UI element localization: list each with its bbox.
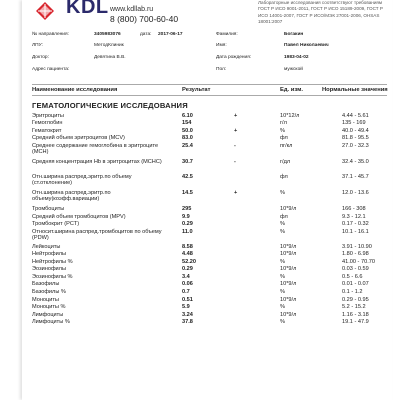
result-value: 3.24 [182, 312, 193, 318]
date-label: дата: [140, 32, 152, 37]
result-unit: 10*9/л [280, 266, 297, 272]
result-reference: 0.03 - 0.59 [342, 266, 369, 272]
result-name: Моноциты [32, 297, 59, 303]
lab-report-page [22, 0, 392, 400]
result-name: Отн.ширина распред.эритр.по объему(коэфф.вариации) [32, 190, 111, 203]
result-value: 6.10 [182, 113, 193, 119]
result-unit: 10*9/л [280, 206, 297, 212]
result-reference: 27.0 - 32.3 [342, 143, 369, 149]
result-name: Тромбокрит (PCT) [32, 221, 80, 227]
result-value: 30.7 [182, 159, 193, 165]
result-name: Гемоглобин [32, 120, 63, 126]
surname-value: Богакин [284, 32, 304, 37]
result-reference: 0.5 - 6.6 [342, 274, 363, 280]
dob-value: 1983-04-02 [284, 55, 309, 60]
result-unit: % [280, 221, 285, 227]
result-name: Эозинофилы % [32, 274, 73, 280]
result-name: Лейкоциты [32, 244, 61, 250]
result-value: 0.7 [182, 289, 190, 295]
result-reference: 12.0 - 13.6 [342, 190, 369, 196]
result-value: 50.0 [182, 128, 193, 134]
header-top-rule [32, 84, 387, 85]
result-unit: % [280, 229, 285, 235]
name-value: Павел Николаевич [284, 43, 329, 48]
result-unit: % [280, 304, 285, 310]
result-value: 52.20 [182, 259, 196, 265]
result-reference: 0.29 - 0.95 [342, 297, 369, 303]
result-reference: 0.1 - 1.2 [342, 289, 363, 295]
result-value: 83.0 [182, 135, 193, 141]
result-flag: - [234, 159, 236, 165]
certification-text: Лабораторные исследования соответствуют требованиям ГОСТ Р ИСО 9001-2011, ГОСТ Р ИСО 15189-2009, ГОСТ Р ИСО 14001-2007, ГОСТ Р ИСО/МЭК 27001-2006, OHSAS 18001:2007 [258, 0, 383, 25]
result-unit: фл [280, 214, 288, 220]
result-unit: % [280, 289, 285, 295]
result-value: 295 [182, 206, 192, 212]
result-unit: фл [280, 135, 288, 141]
col-header-unit: Ед. изм. [280, 87, 303, 93]
result-reference: 9.3 - 12.1 [342, 214, 366, 220]
result-value: 4.48 [182, 251, 193, 257]
result-reference: 19.1 - 47.9 [342, 319, 369, 325]
result-name: Относит.ширина распред.тромбоцитов по объему (PDW) [32, 229, 162, 242]
result-unit: 10*12/л [280, 113, 300, 119]
result-value: 42.5 [182, 174, 193, 180]
result-name: Среднее содержание гемоглобина в эритроците (MCH) [32, 143, 159, 156]
result-reference: 37.1 - 45.7 [342, 174, 369, 180]
section-title: ГЕМАТОЛОГИЧЕСКИЕ ИССЛЕДОВАНИЯ [32, 101, 188, 110]
brand-site-link[interactable]: www.kdllab.ru [110, 6, 154, 13]
dob-label: Дата рождения: [216, 55, 252, 60]
result-value: 25.4 [182, 143, 193, 149]
result-name: Лимфоциты % [32, 319, 70, 325]
result-value: 8.58 [182, 244, 193, 250]
result-unit: 10*9/л [280, 251, 297, 257]
result-unit: г/л [280, 120, 287, 126]
result-value: 37.8 [182, 319, 193, 325]
result-value: 0.29 [182, 221, 193, 227]
result-unit: % [280, 259, 285, 265]
result-value: 0.51 [182, 297, 193, 303]
result-name: Нейтрофилы [32, 251, 67, 257]
header-bottom-rule [32, 95, 387, 96]
result-reference: 3.91 - 10.90 [342, 244, 372, 250]
result-reference: 10.1 - 16.1 [342, 229, 369, 235]
result-unit: 10*9/л [280, 297, 297, 303]
col-header-result: Результат [182, 87, 211, 93]
brand-name: KDL [66, 0, 109, 18]
result-flag: + [234, 128, 238, 134]
result-name: Средняя концентрация Hb в эритроцитах (MCHC) [32, 159, 162, 165]
result-reference: 1.16 - 3.18 [342, 312, 369, 318]
result-name: Гематокрит [32, 128, 62, 134]
result-unit: 10*9/л [280, 281, 297, 287]
result-reference: 1.80 - 6.98 [342, 251, 369, 257]
result-reference: 5.2 - 15.2 [342, 304, 366, 310]
sex-value: мужской [284, 67, 303, 72]
result-name: Моноциты % [32, 304, 66, 310]
result-value: 5.9 [182, 304, 190, 310]
result-flag: + [234, 113, 238, 119]
result-reference: 166 - 308 [342, 206, 366, 212]
result-value: 9.9 [182, 214, 190, 220]
result-unit: % [280, 274, 285, 280]
result-value: 154 [182, 120, 192, 126]
result-unit: 10*9/л [280, 244, 297, 250]
sex-label: Пол: [216, 67, 227, 72]
result-reference: 40.0 - 49.4 [342, 128, 369, 134]
result-name: Тромбоциты [32, 206, 65, 212]
result-unit: пг/кл [280, 143, 293, 149]
result-name: Нейтрофилы % [32, 259, 73, 265]
lpu-label: ЛПУ: [32, 43, 43, 48]
result-name: Средний объем тромбоцитов (MPV) [32, 214, 126, 220]
result-reference: 0.01 - 0.07 [342, 281, 369, 287]
order-label: № направления: [32, 32, 69, 37]
doctor-value: Девятина В.В. [94, 55, 126, 60]
lpu-value: МетодКлиник [94, 43, 124, 48]
result-reference: 0.17 - 0.32 [342, 221, 369, 227]
result-name: Базофилы [32, 281, 60, 287]
result-flag: + [234, 190, 238, 196]
result-reference: 4.44 - 5.61 [342, 113, 369, 119]
result-name: Эозинофилы [32, 266, 66, 272]
result-unit: % [280, 190, 285, 196]
col-header-name: Наименование исследования [32, 87, 118, 93]
result-value: 0.06 [182, 281, 193, 287]
result-name: Базофилы % [32, 289, 66, 295]
result-unit: % [280, 128, 285, 134]
result-value: 3.4 [182, 274, 190, 280]
address-label: Адрес пациента: [32, 67, 70, 72]
result-reference: 32.4 - 35.0 [342, 159, 369, 165]
name-label: Имя: [216, 43, 227, 48]
result-reference: 81.8 - 95.5 [342, 135, 369, 141]
result-value: 14.5 [182, 190, 193, 196]
result-reference: 135 - 169 [342, 120, 366, 126]
result-value: 0.29 [182, 266, 193, 272]
date-value: 2017-06-17 [158, 32, 183, 37]
kdl-logo-icon [34, 0, 56, 22]
col-header-ref: Нормальные значения [322, 87, 388, 93]
result-reference: 41.00 - 70.70 [342, 259, 375, 265]
result-name: Отн.ширина распред.эритр.по объему (ст.отклонение) [32, 174, 132, 187]
result-unit: фл [280, 174, 288, 180]
result-unit: г/дл [280, 159, 291, 165]
result-value: 11.0 [182, 229, 193, 235]
surname-label: Фамилия: [216, 32, 238, 37]
result-unit: % [280, 319, 285, 325]
result-unit: 10*9/л [280, 312, 297, 318]
result-name: Средний объем эритроцитов (MCV) [32, 135, 125, 141]
doctor-label: Доктор: [32, 55, 49, 60]
brand-phone: 8 (800) 700-60-40 [110, 14, 179, 24]
result-name: Лимфоциты [32, 312, 64, 318]
result-name: Эритроциты [32, 113, 64, 119]
order-value: 3405983076 [94, 32, 121, 37]
result-flag: - [234, 143, 236, 149]
